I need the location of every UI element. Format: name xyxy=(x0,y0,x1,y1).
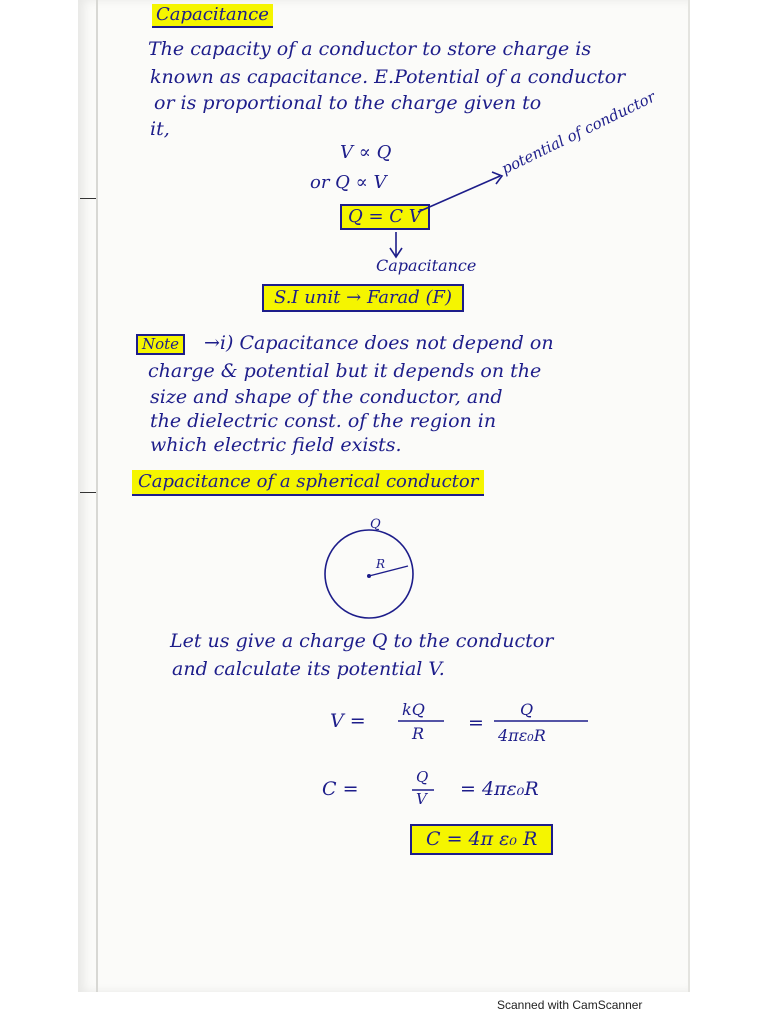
eq-v-fraction2-denominator: 4πε₀R xyxy=(498,726,546,745)
definition-line: known as capacitance. E.Potential of a conductor xyxy=(150,66,626,88)
eq-c-rhs: = 4πε₀R xyxy=(460,778,539,800)
note-line: charge & potential but it depends on the xyxy=(148,360,542,382)
note-tag: Note xyxy=(136,334,185,355)
sphere-center-dot xyxy=(367,574,371,578)
page-title: Capacitance xyxy=(152,4,273,28)
equation-proportional-inverse: or Q ∝ V xyxy=(310,172,387,193)
radius-line xyxy=(369,566,408,576)
definition-line: it, xyxy=(150,118,170,140)
radius-label: R xyxy=(376,557,386,571)
eq-v-fraction1-numerator: kQ xyxy=(402,700,425,719)
eq-v-equals: = xyxy=(468,712,484,734)
note-line: the dielectric const. of the region in xyxy=(150,410,497,432)
formula-q-cv: Q = C V xyxy=(340,204,430,230)
let-line: Let us give a charge Q to the conductor xyxy=(170,630,554,652)
eq-c-lhs: C = xyxy=(322,778,359,800)
definition-line: or is proportional to the charge given to xyxy=(154,92,542,114)
section-heading: Capacitance of a spherical conductor xyxy=(132,470,484,496)
note-line: →i) Capacitance does not depend on xyxy=(204,332,554,354)
scanner-watermark: Scanned with CamScanner xyxy=(497,998,643,1012)
eq-v-fraction1-denominator: R xyxy=(412,724,425,743)
arrow-to-potential-icon xyxy=(418,172,502,212)
si-unit-box: S.I unit → Farad (F) xyxy=(262,284,464,312)
eq-c-numerator: Q xyxy=(416,768,429,786)
note-line: which electric field exists. xyxy=(150,434,402,456)
arrow-to-capacitance-icon xyxy=(390,232,402,257)
eq-v-lhs: V = xyxy=(330,710,366,732)
capacitance-label: Capacitance xyxy=(376,256,477,275)
final-formula-box: C = 4π ε₀ R xyxy=(410,824,553,855)
eq-c-denominator: V xyxy=(416,790,427,808)
note-line: size and shape of the conductor, and xyxy=(150,386,503,408)
let-line: and calculate its potential V. xyxy=(172,658,445,680)
eq-v-fraction2-numerator: Q xyxy=(520,700,534,719)
definition-line: The capacity of a conductor to store charge is xyxy=(148,38,592,60)
charge-label: Q xyxy=(370,517,381,532)
potential-annotation: potential of conductor xyxy=(498,87,659,178)
equation-proportional: V ∝ Q xyxy=(340,142,392,163)
